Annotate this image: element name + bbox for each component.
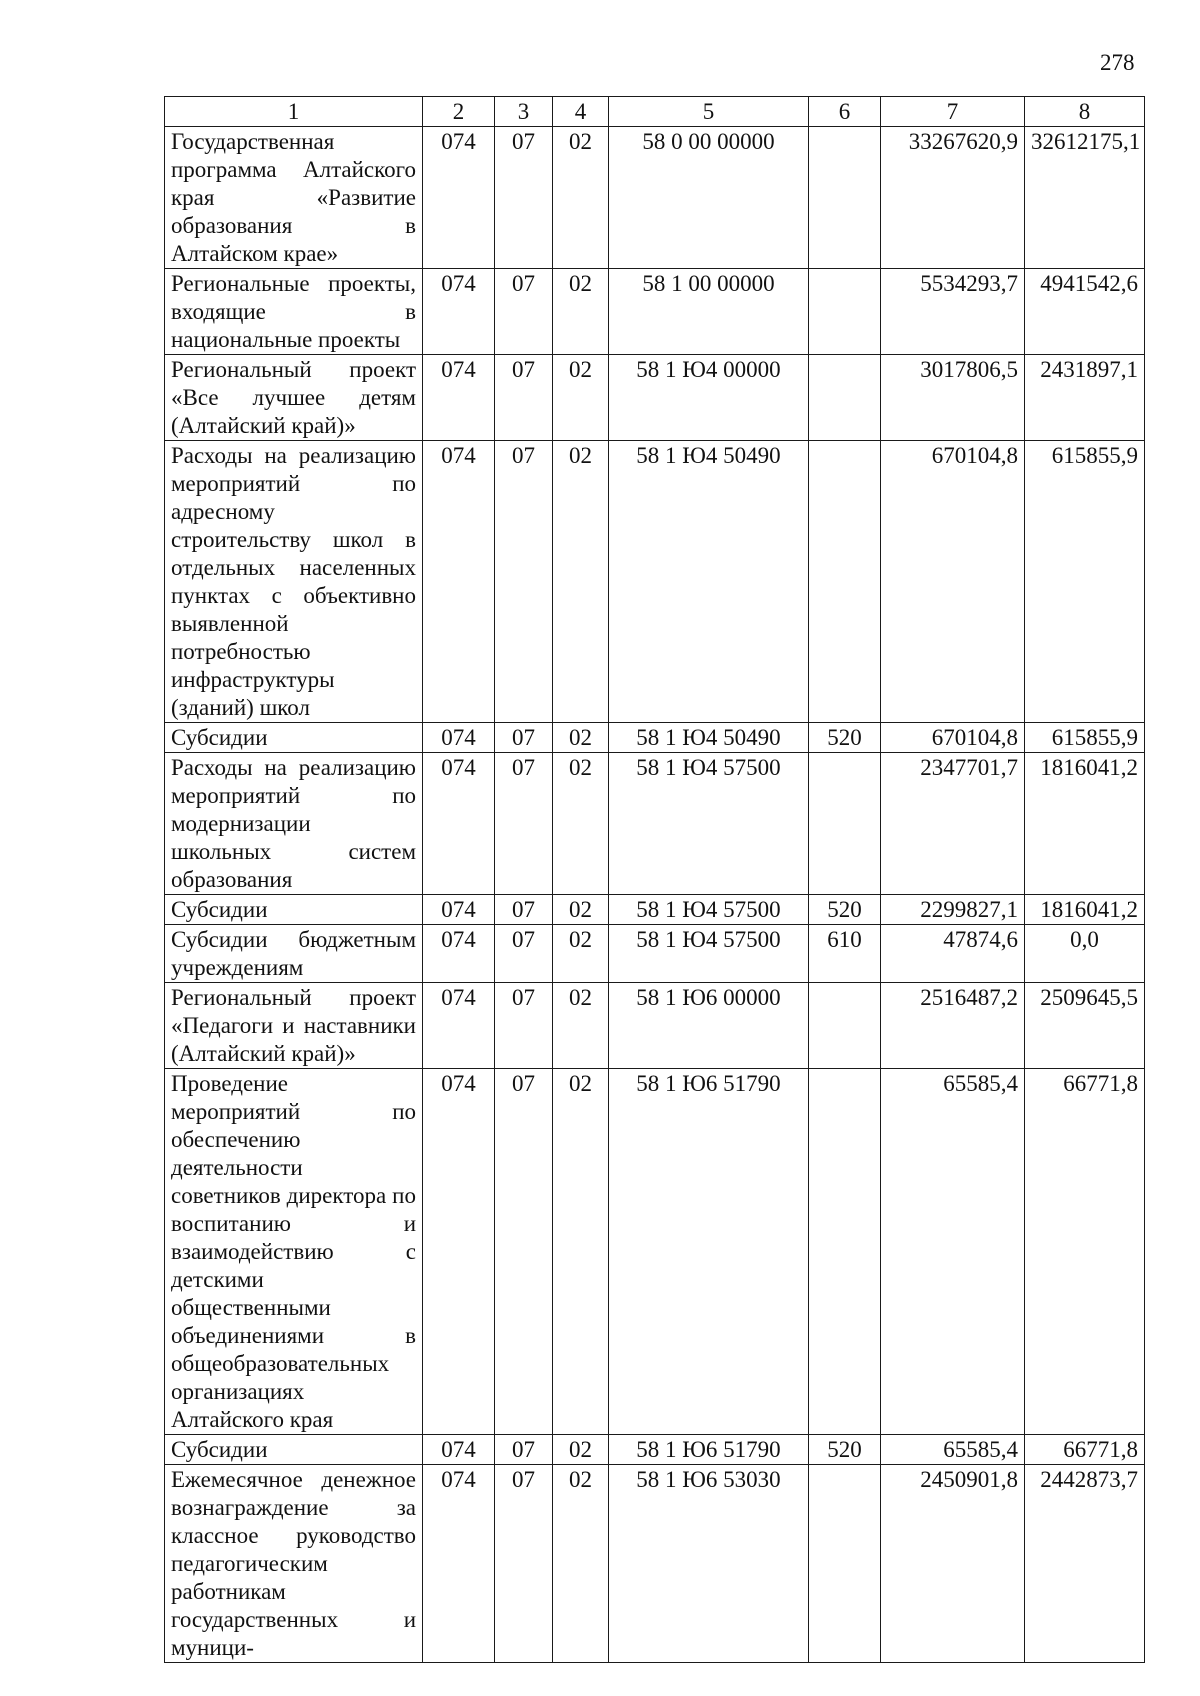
amount-col8: 1816041,2 [1025,895,1145,925]
admin-code: 074 [423,895,495,925]
amount-col7: 670104,8 [881,441,1025,723]
amount-col7: 2516487,2 [881,983,1025,1069]
amount-col7: 2299827,1 [881,895,1025,925]
table-row [165,753,1145,895]
section-code: 07 [495,441,553,723]
table-row [165,723,1145,753]
amount-col8: 2442873,7 [1025,1465,1145,1663]
amount-col7: 47874,6 [881,925,1025,983]
table-row [165,1069,1145,1435]
target-article-code: 58 1 Ю6 51790 [609,1069,809,1435]
subsection-code: 02 [553,355,609,441]
admin-code: 074 [423,1069,495,1435]
target-article-code: 58 1 Ю6 00000 [609,983,809,1069]
column-header: 3 [495,97,553,127]
expense-type-code [809,441,881,723]
subsection-code: 02 [553,1465,609,1663]
item-name: Субсидии [165,1435,423,1465]
target-article-code: 58 1 Ю4 00000 [609,355,809,441]
table-row [165,127,1145,269]
expense-type-code [809,127,881,269]
subsection-code: 02 [553,983,609,1069]
item-name: Государственная программа Алтайского края «Развитие образования в Алтайском крае» [165,127,423,269]
item-name: Субсидии [165,723,423,753]
column-header: 1 [165,97,423,127]
admin-code: 074 [423,983,495,1069]
expense-type-code [809,753,881,895]
admin-code: 074 [423,127,495,269]
table-row [165,269,1145,355]
section-code: 07 [495,1465,553,1663]
section-code: 07 [495,1435,553,1465]
section-code: 07 [495,269,553,355]
target-article-code: 58 1 Ю4 50490 [609,723,809,753]
expense-type-code: 520 [809,1435,881,1465]
column-header: 4 [553,97,609,127]
section-code: 07 [495,355,553,441]
item-name: Расходы на реализацию мероприятий по адресному строительству школ в отдельных населенных пунктах с объективно выявленной потребностью инфраструктуры (зданий) школ [165,441,423,723]
section-code: 07 [495,895,553,925]
item-name: Субсидии бюджетным учреждениям [165,925,423,983]
amount-col7: 65585,4 [881,1069,1025,1435]
amount-col8: 66771,8 [1025,1069,1145,1435]
amount-col7: 5534293,7 [881,269,1025,355]
amount-col8: 2431897,1 [1025,355,1145,441]
column-header-row [165,97,1145,127]
subsection-code: 02 [553,269,609,355]
amount-col7: 65585,4 [881,1435,1025,1465]
target-article-code: 58 0 00 00000 [609,127,809,269]
amount-col7: 2347701,7 [881,753,1025,895]
amount-col8: 0,0 [1025,925,1145,983]
item-name: Региональный проект «Все лучшее детям (Алтайский край)» [165,355,423,441]
table-row [165,441,1145,723]
item-name: Проведение мероприятий по обеспечению деятельности советников директора по воспитанию и взаимодействию с детскими общественными объединениями в общеобразовательных организациях Алтайского края [165,1069,423,1435]
expense-type-code [809,1465,881,1663]
subsection-code: 02 [553,1435,609,1465]
budget-table [164,96,1145,1663]
subsection-code: 02 [553,441,609,723]
target-article-code: 58 1 Ю4 50490 [609,441,809,723]
admin-code: 074 [423,1435,495,1465]
section-code: 07 [495,753,553,895]
expense-type-code: 520 [809,723,881,753]
amount-col7: 33267620,9 [881,127,1025,269]
item-name: Ежемесячное денежное вознаграждение за классное руководство педагогическим работникам государственных и муници- [165,1465,423,1663]
admin-code: 074 [423,355,495,441]
column-header: 8 [1025,97,1145,127]
target-article-code: 58 1 Ю4 57500 [609,753,809,895]
column-header: 2 [423,97,495,127]
subsection-code: 02 [553,1069,609,1435]
expense-type-code: 610 [809,925,881,983]
subsection-code: 02 [553,925,609,983]
admin-code: 074 [423,925,495,983]
table-row [165,925,1145,983]
section-code: 07 [495,723,553,753]
item-name: Региональные проекты, входящие в национальные проекты [165,269,423,355]
admin-code: 074 [423,1465,495,1663]
expense-type-code: 520 [809,895,881,925]
subsection-code: 02 [553,127,609,269]
subsection-code: 02 [553,753,609,895]
target-article-code: 58 1 Ю6 51790 [609,1435,809,1465]
subsection-code: 02 [553,895,609,925]
column-header: 7 [881,97,1025,127]
admin-code: 074 [423,269,495,355]
table-row [165,895,1145,925]
target-article-code: 58 1 Ю4 57500 [609,895,809,925]
expense-type-code [809,983,881,1069]
item-name: Субсидии [165,895,423,925]
subsection-code: 02 [553,723,609,753]
amount-col8: 32612175,1 [1025,127,1145,269]
admin-code: 074 [423,441,495,723]
item-name: Региональный проект «Педагоги и наставники (Алтайский край)» [165,983,423,1069]
table-row [165,1435,1145,1465]
expense-type-code [809,1069,881,1435]
item-name: Расходы на реализацию мероприятий по модернизации школьных систем образования [165,753,423,895]
section-code: 07 [495,925,553,983]
target-article-code: 58 1 Ю4 57500 [609,925,809,983]
amount-col7: 670104,8 [881,723,1025,753]
amount-col7: 3017806,5 [881,355,1025,441]
amount-col8: 615855,9 [1025,441,1145,723]
amount-col8: 4941542,6 [1025,269,1145,355]
section-code: 07 [495,1069,553,1435]
column-header: 5 [609,97,809,127]
table-row [165,355,1145,441]
amount-col8: 1816041,2 [1025,753,1145,895]
expense-type-code [809,269,881,355]
section-code: 07 [495,983,553,1069]
target-article-code: 58 1 Ю6 53030 [609,1465,809,1663]
section-code: 07 [495,127,553,269]
column-header: 6 [809,97,881,127]
admin-code: 074 [423,723,495,753]
target-article-code: 58 1 00 00000 [609,269,809,355]
table-row [165,983,1145,1069]
amount-col7: 2450901,8 [881,1465,1025,1663]
amount-col8: 66771,8 [1025,1435,1145,1465]
amount-col8: 2509645,5 [1025,983,1145,1069]
page-number: 278 [1100,50,1135,75]
table-row [165,1465,1145,1663]
admin-code: 074 [423,753,495,895]
expense-type-code [809,355,881,441]
amount-col8: 615855,9 [1025,723,1145,753]
